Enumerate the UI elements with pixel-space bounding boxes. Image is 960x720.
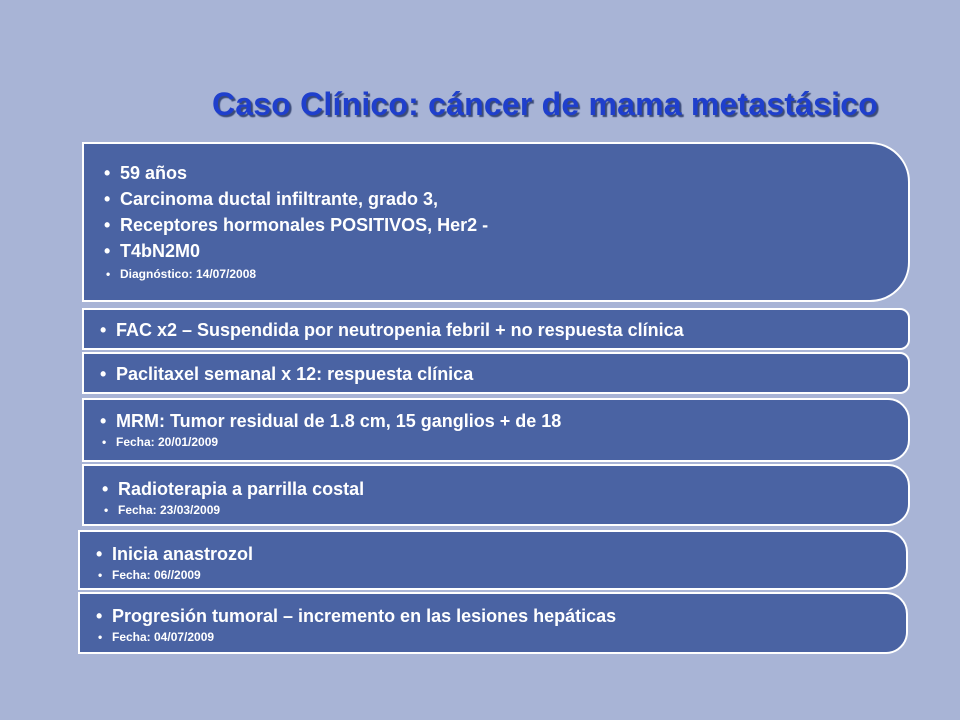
list-item: • T4bN2M0 [120, 238, 894, 264]
radiotherapy-date: • Fecha: 23/03/2009 [118, 502, 894, 518]
anastrozol-box [78, 530, 908, 590]
diagnosis-box [82, 142, 910, 302]
progression-date: • Fecha: 04/07/2009 [112, 629, 892, 645]
mrm-date: • Fecha: 20/01/2009 [116, 434, 894, 450]
fac-box [82, 308, 910, 350]
fac-text: • FAC x2 – Suspendida por neutropenia febril + no respuesta clínica [116, 317, 894, 343]
diagnosis-list [120, 160, 894, 282]
list-item: • 59 años [120, 160, 894, 186]
paclitaxel-box [82, 352, 910, 394]
radiotherapy-text: • Radioterapia a parrilla costal [118, 476, 894, 502]
mrm-box [82, 398, 910, 462]
paclitaxel-text: • Paclitaxel semanal x 12: respuesta clínica [116, 361, 894, 387]
progression-text: • Progresión tumoral – incremento en las lesiones hepáticas [112, 603, 892, 629]
list-item: • Receptores hormonales POSITIVOS, Her2 - [120, 212, 894, 238]
list-item: • Carcinoma ductal infiltrante, grado 3, [120, 186, 894, 212]
diagnosis-date: • Diagnóstico: 14/07/2008 [120, 266, 894, 282]
anastrozol-text: • Inicia anastrozol [112, 541, 892, 567]
slide-title: Caso Clínico: cáncer de mama metastásico [211, 86, 879, 122]
anastrozol-date: • Fecha: 06//2009 [112, 567, 892, 583]
mrm-text: • MRM: Tumor residual de 1.8 cm, 15 ganglios + de 18 [116, 408, 894, 434]
radiotherapy-box [82, 464, 910, 526]
progression-box [78, 592, 908, 654]
